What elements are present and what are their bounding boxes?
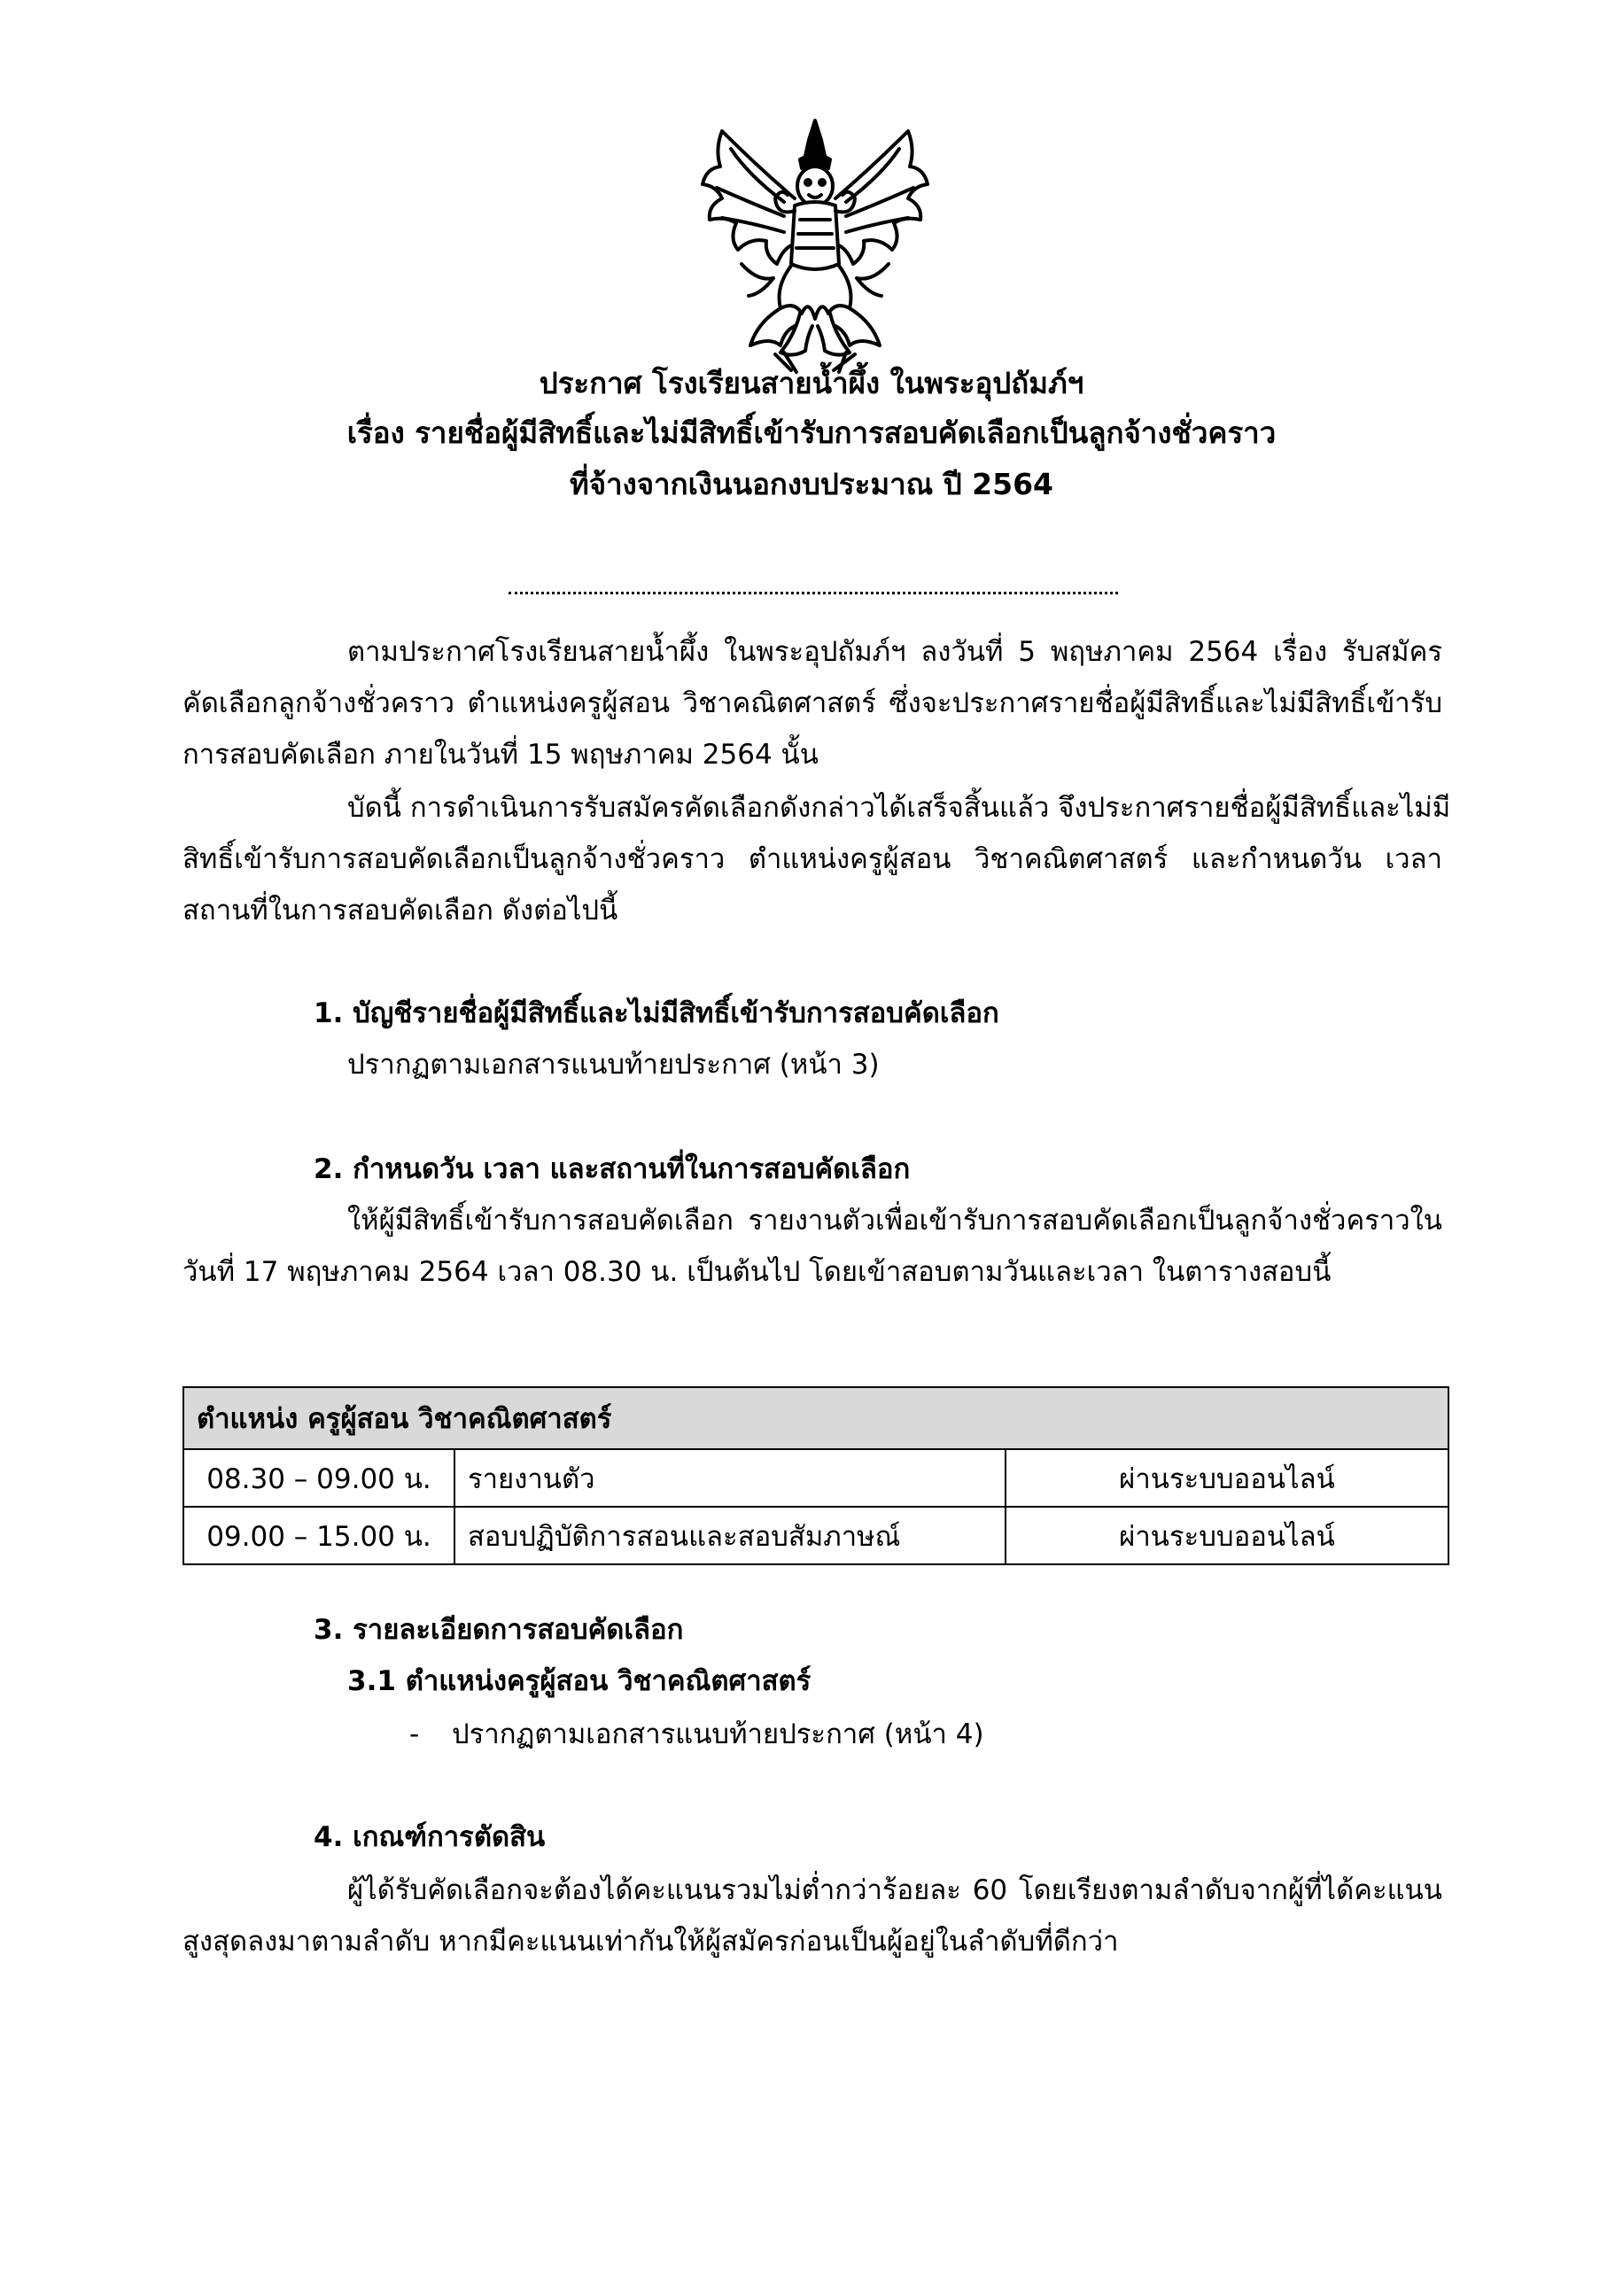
section-3-1-title: 3.1 ตำแหน่งครูผู้สอน วิชาคณิตศาสตร์ (347, 1665, 812, 1697)
schedule-time-cell: 09.00 – 15.00 น. (183, 1507, 454, 1564)
intro-paragraph-1-line-2: คัดเลือกลูกจ้างชั่วคราว ตำแหน่งครูผู้สอน วิชาคณิตศาสตร์ ซึ่งจะประกาศรายชื่อผู้มีสิทธิ์และไม่มีสิทธิ์เข้ารับ (182, 687, 1442, 719)
garuda-emblem-icon (695, 113, 935, 379)
section-3-1-bullet: - (409, 1718, 420, 1750)
heading-separator (509, 592, 1118, 594)
heading-line-1: ประกาศ โรงเรียนสายน้ำผึ้ง ในพระอุปถัมภ์ฯ (539, 366, 1084, 400)
schedule-mode-cell: ผ่านระบบออนไลน์ (1006, 1449, 1448, 1507)
schedule-table (182, 1386, 1449, 1565)
intro-paragraph-2-line-3: สถานที่ในการสอบคัดเลือก ดังต่อไปนี้ (182, 895, 618, 927)
table-row (183, 1449, 1448, 1507)
intro-paragraph-2-line-1: บัดนี้ การดำเนินการรับสมัครคัดเลือกดังกล่าวได้เสร็จสิ้นแล้ว จึงประกาศรายชื่อผู้มีสิทธิ์และไม่มี (347, 792, 1451, 824)
section-4-title: 4. เกณฑ์การตัดสิน (314, 1821, 546, 1853)
schedule-activity-cell: สอบปฏิบัติการสอนและสอบสัมภาษณ์ (454, 1507, 1006, 1564)
schedule-table-header-row (183, 1387, 1448, 1449)
section-3-title: 3. รายละเอียดการสอบคัดเลือก (314, 1614, 684, 1646)
section-2-line-2: วันที่ 17 พฤษภาคม 2564 เวลา 08.30 น. เป็นต้นไป โดยเข้าสอบตามวันและเวลา ในตารางสอบนี้ (182, 1256, 1332, 1288)
section-4-line-1: ผู้ได้รับคัดเลือกจะต้องได้คะแนนรวมไม่ต่ำกว่าร้อยละ 60 โดยเรียงตามลำดับจากผู้ที่ได้คะแนน (347, 1874, 1442, 1906)
schedule-activity-cell: รายงานตัว (454, 1449, 1006, 1507)
intro-paragraph-1-line-3: การสอบคัดเลือก ภายในวันที่ 15 พฤษภาคม 2564 นั้น (182, 739, 819, 771)
table-row (183, 1507, 1448, 1564)
section-3-1-body: ปรากฏตามเอกสารแนบท้ายประกาศ (หน้า 4) (452, 1718, 984, 1750)
schedule-mode-cell: ผ่านระบบออนไลน์ (1006, 1507, 1448, 1564)
section-2-line-1: ให้ผู้มีสิทธิ์เข้ารับการสอบคัดเลือก รายงานตัวเพื่อเข้ารับการสอบคัดเลือกเป็นลูกจ้างชั่วคราวใน (347, 1205, 1442, 1237)
section-1-body: ปรากฏตามเอกสารแนบท้ายประกาศ (หน้า 3) (347, 1049, 880, 1081)
section-2-title: 2. กำหนดวัน เวลา และสถานที่ในการสอบคัดเลือก (314, 1153, 911, 1185)
heading-line-2: เรื่อง รายชื่อผู้มีสิทธิ์และไม่มีสิทธิ์เข้ารับการสอบคัดเลือกเป็นลูกจ้างชั่วคราว (346, 415, 1277, 450)
section-4-line-2: สูงสุดลงมาตามลำดับ หากมีคะแนนเท่ากันให้ผู้สมัครก่อนเป็นผู้อยู่ในลำดับที่ดีกว่า (182, 1926, 1119, 1958)
intro-paragraph-2-line-2: สิทธิ์เข้ารับการสอบคัดเลือกเป็นลูกจ้างชั่วคราว ตำแหน่งครูผู้สอน วิชาคณิตศาสตร์ และกำหนดวัน เวลา (182, 843, 1442, 875)
schedule-table-header: ตำแหน่ง ครูผู้สอน วิชาคณิตศาสตร์ (183, 1387, 1448, 1449)
section-1-title: 1. บัญชีรายชื่อผู้มีสิทธิ์และไม่มีสิทธิ์เข้ารับการสอบคัดเลือก (314, 997, 999, 1029)
heading-line-3: ที่จ้างจากเงินนอกงบประมาณ ปี 2564 (569, 467, 1053, 501)
intro-paragraph-1-line-1: ตามประกาศโรงเรียนสายน้ำผึ้ง ในพระอุปถัมภ์ฯ ลงวันที่ 5 พฤษภาคม 2564 เรื่อง รับสมัคร (347, 636, 1442, 668)
schedule-time-cell: 08.30 – 09.00 น. (183, 1449, 454, 1507)
